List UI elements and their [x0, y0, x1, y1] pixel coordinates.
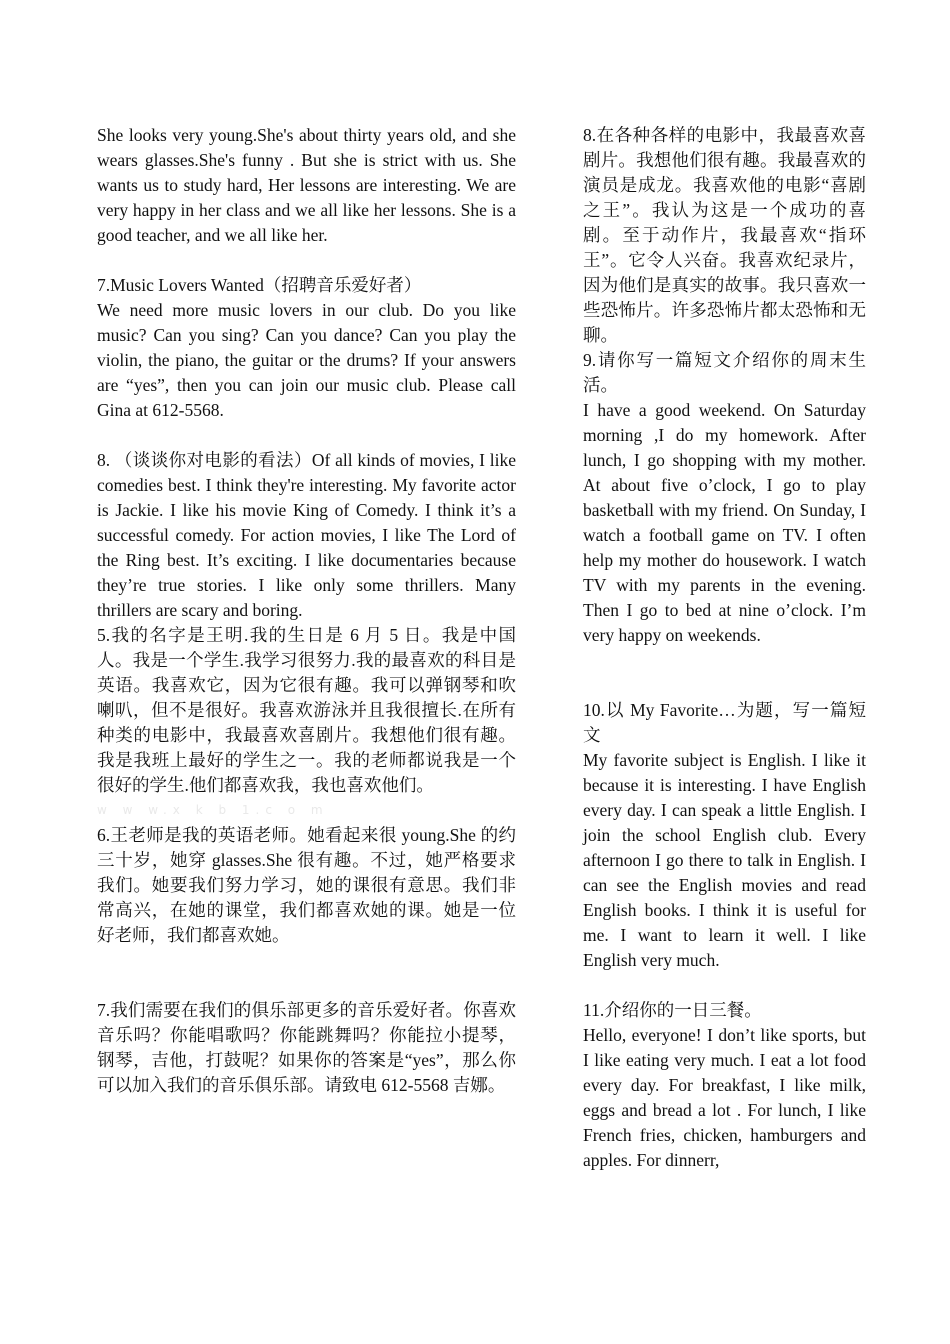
- watermark-text: w w w.x k b 1.c o m: [97, 803, 329, 817]
- spacer: [583, 973, 866, 998]
- paragraph-meals-english: Hello, everyone! I don’t like sports, but I like eating very much. I eat a lot food every day. For breakfast, I like milk, eggs and bread a lot . For lunch, I like French fries, chicken, hamburgers and apples. For dinnerr,: [583, 1025, 866, 1170]
- paragraph-weekend-english: I have a good weekend. On Saturday morning ,I do my homework. After lunch, I go shopping with my mother. At about five o’clock, I go to play basketball with my friend. On Sunday, I watch a football game on TV. I often help my mother do housework. I watch TV with my parents in the evening. Then I go to bed at nine o’clock. I’m very happy on weekends.: [583, 400, 866, 645]
- paragraph-music-club-chinese: 7.我们需要在我们的俱乐部更多的音乐爱好者。你喜欢音乐吗？你能唱歌吗？你能跳舞吗？你能拉小提琴，钢琴，吉他，打鼓呢？如果你的答案是“yes”，那么你可以加入我们的音乐俱乐部。请致电 612-5568 吉娜。: [97, 1000, 516, 1095]
- heading-music-lovers-wanted: 7.Music Lovers Wanted（招聘音乐爱好者）: [97, 275, 422, 295]
- paragraph-teacher-english: She looks very young.She's about thirty years old, and she wears glasses.She's funny . But she is strict with us. She wants us to study hard, Her lessons are interesting. We are very happy in her class and we all like her lessons. She is a good teacher, and we all like her.: [97, 125, 516, 245]
- paragraph-music-club-english: We need more music lovers in our club. Do you like music? Can you sing? Can you dance? Can you play the violin, the piano, the guitar or the drums? If your answers are “yes”, then you can join our music club. Please call Gina at 612-5568.: [97, 300, 516, 420]
- heading-weekend-prompt: 9.请你写一篇短文介绍你的周末生活。: [583, 350, 866, 395]
- paragraph-favorite-subject: My favorite subject is English. I like it because it is interesting. I have English every day. I can speak a little English. I join the school English club. Every afternoon I go there to talk in English. I can see the English movies and read English books. I think it is useful for me. I want to learn it well. I like English very much.: [583, 750, 866, 970]
- right-column: [583, 123, 866, 1173]
- spacer: [97, 248, 516, 273]
- spacer: [97, 423, 516, 448]
- paragraph-movies-english: 8. （谈谈你对电影的看法）Of all kinds of movies, I like comedies best. I think they're interesting. My favorite actor is Jackie. I like his movie King of Comedy. I think it’s a successful comedy. For action movies, I like The Lord of the Ring best. It’s exciting. I like documentaries because they’re true stories. I like only some thrillers. Many thrillers are scary and boring.: [97, 450, 516, 620]
- spacer: [97, 948, 516, 998]
- paragraph-movies-chinese: 8.在各种各样的电影中，我最喜欢喜剧片。我想他们很有趣。我最喜欢的演员是成龙。我喜欢他的电影“喜剧之王”。我认为这是一个成功的喜剧。至于动作片，我最喜欢“指环王”。它令人兴奋。我喜欢纪录片，因为他们是真实的故事。我只喜欢一些恐怖片。许多恐怖片都太恐怖和无聊。: [583, 125, 866, 345]
- heading-three-meals-prompt: 11.介绍你的一日三餐。: [583, 1000, 762, 1020]
- left-column: [97, 123, 516, 1098]
- paragraph-wang-ming-chinese: 5.我的名字是王明.我的生日是 6 月 5 日。我是中国人。我是一个学生.我学习很努力.我的最喜欢的科目是英语。我喜欢它，因为它很有趣。我可以弹钢琴和吹喇叭，但不是很好。我喜欢游泳并且我很擅长.在所有种类的电影中，我最喜欢喜剧片。我想他们很有趣。我是我班上最好的学生之一。我的老师都说我是一个很好的学生.他们都喜欢我，我也喜欢他们。: [97, 625, 516, 795]
- spacer: [583, 648, 866, 698]
- heading-my-favorite-prompt: 10.以 My Favorite…为题，写一篇短文: [583, 700, 866, 745]
- paragraph-teacher-chinese: 6.王老师是我的英语老师。她看起来很 young.She 的约三十岁，她穿 glasses.She 很有趣。不过，她严格要求我们。她要我们努力学习，她的课很有意思。我们非常高兴，在她的课堂，我们都喜欢她的课。她是一位好老师，我们都喜欢她。: [97, 825, 516, 945]
